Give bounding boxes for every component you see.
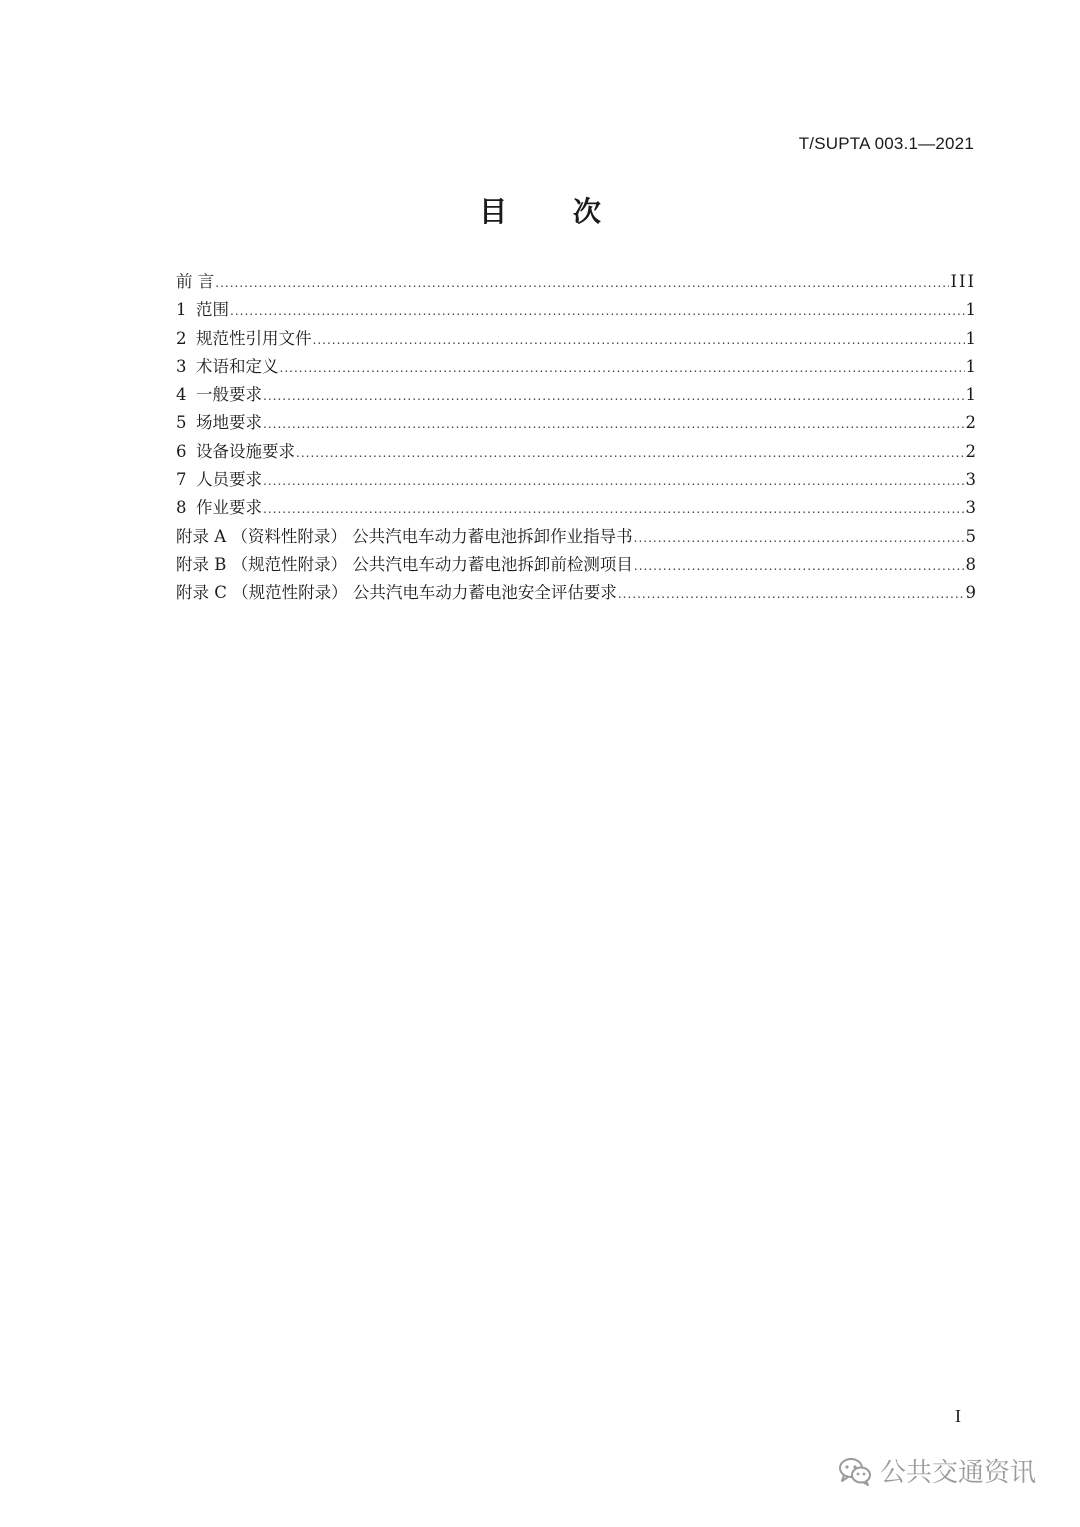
toc-entry-label (176, 438, 295, 466)
toc-entry-page: 5 (965, 526, 976, 546)
toc-entry-number: 4 (176, 385, 187, 405)
toc-dot-leader (634, 552, 965, 580)
toc-entry-page: 1 (965, 356, 976, 376)
toc-dot-leader (263, 410, 965, 438)
toc-entry-8[interactable] (176, 494, 976, 522)
table-of-contents (176, 268, 976, 608)
toc-entry-appendix-b[interactable] (176, 551, 976, 579)
toc-entry-text: 作业要求 (196, 498, 262, 518)
toc-entry-text: 人员要求 (196, 470, 262, 490)
toc-dot-leader (618, 580, 965, 608)
toc-entry-5[interactable] (176, 409, 976, 437)
toc-entry-number: 3 (176, 356, 187, 376)
toc-entry-text: 设备设施要求 (196, 441, 295, 461)
toc-dot-leader (296, 439, 965, 467)
toc-dot-leader (230, 297, 965, 325)
toc-entry-page: 8 (965, 554, 976, 574)
toc-dot-leader (263, 495, 965, 523)
toc-entry-page: 2 (965, 441, 976, 461)
toc-entry-text: 术语和定义 (196, 356, 279, 376)
toc-entry-page: 9 (965, 583, 976, 603)
watermark (838, 1452, 1036, 1489)
toc-entry-1[interactable] (176, 296, 976, 324)
toc-entry-foreword[interactable] (176, 268, 976, 296)
toc-dot-leader (263, 382, 965, 410)
standard-code: T/SUPTA 003.1—2021 (798, 134, 974, 153)
toc-entry-page: III (950, 272, 976, 291)
toc-dot-leader (634, 524, 965, 552)
toc-entry-number: 6 (176, 441, 187, 461)
toc-entry-page: 1 (965, 328, 976, 348)
toc-dot-leader (215, 269, 949, 297)
toc-entry-label (176, 409, 262, 437)
toc-entry-page: 1 (965, 385, 976, 405)
toc-entry-text: 场地要求 (196, 413, 262, 433)
toc-entry-text: 规范性引用文件 (196, 328, 312, 348)
toc-entry-appendix-c[interactable] (176, 579, 976, 607)
toc-entry-3[interactable] (176, 353, 976, 381)
toc-entry-page: 1 (965, 300, 976, 320)
toc-entry-label (176, 381, 262, 409)
toc-dot-leader (263, 467, 965, 495)
toc-entry-label: 附录 B （规范性附录） 公共汽电车动力蓄电池拆卸前检测项目 (176, 554, 633, 574)
toc-entry-page: 2 (965, 413, 976, 433)
toc-entry-number: 8 (176, 498, 187, 518)
page-title: 目 次 (479, 195, 629, 228)
toc-entry-page: 3 (965, 498, 976, 518)
toc-entry-label (176, 353, 279, 381)
watermark-text: 公共交通资讯 (880, 1458, 1037, 1488)
toc-entry-label: 附录 A （资料性附录） 公共汽电车动力蓄电池拆卸作业指导书 (176, 526, 633, 546)
toc-entry-label (176, 494, 262, 522)
toc-entry-page: 3 (965, 470, 976, 490)
toc-entry-text: 一般要求 (196, 385, 262, 405)
toc-entry-2[interactable] (176, 325, 976, 353)
toc-entry-label: 附录 C （规范性附录） 公共汽电车动力蓄电池安全评估要求 (176, 583, 617, 603)
toc-entry-label: 前 言 (176, 272, 215, 291)
toc-dot-leader (280, 354, 965, 382)
toc-entry-appendix-a[interactable] (176, 523, 976, 551)
toc-entry-text: 范围 (196, 300, 229, 320)
toc-entry-number: 2 (176, 328, 187, 348)
wechat-icon (838, 1456, 872, 1486)
toc-entry-number: 5 (176, 413, 187, 433)
toc-entry-6[interactable] (176, 438, 976, 466)
toc-entry-number: 1 (176, 300, 187, 320)
toc-entry-4[interactable] (176, 381, 976, 409)
toc-entry-number: 7 (176, 470, 187, 490)
toc-entry-label (176, 296, 229, 324)
toc-entry-7[interactable] (176, 466, 976, 494)
toc-entry-label (176, 325, 312, 353)
page-number: I (955, 1406, 961, 1426)
toc-dot-leader (313, 326, 965, 354)
toc-entry-label (176, 466, 262, 494)
